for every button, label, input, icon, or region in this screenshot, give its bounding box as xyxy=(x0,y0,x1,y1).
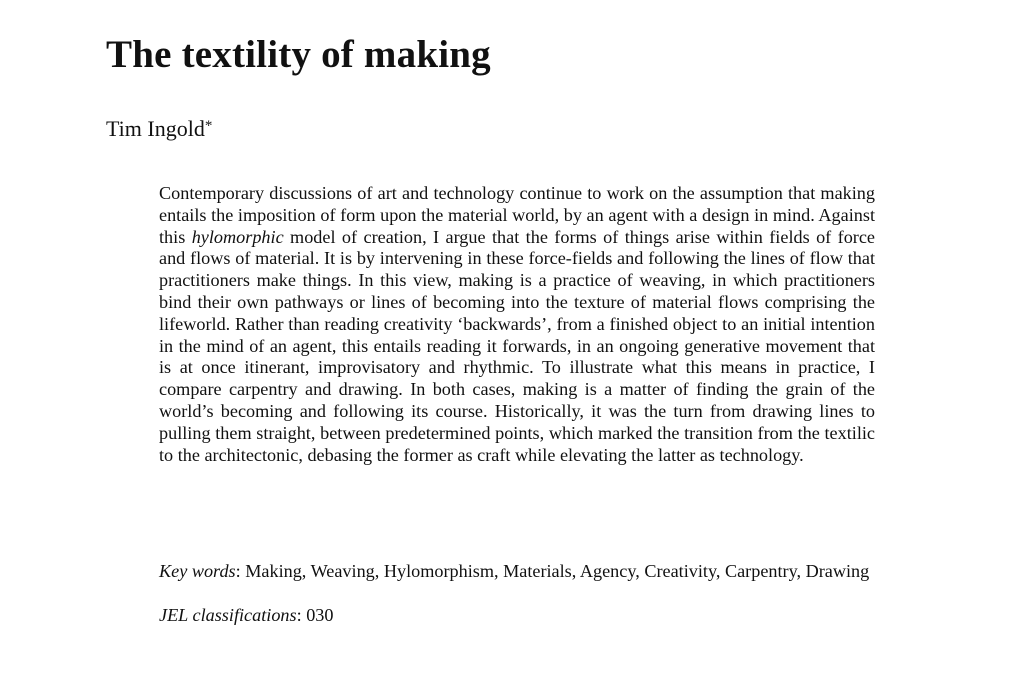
keywords-label: Key words xyxy=(159,561,236,581)
abstract-text-2: model of creation, I argue that the forms of things arise within fields of force and flows of material. It is by intervening in these force-fields and following the lines of flow that practitioners make things. In this view, making is a practice of weaving, in which practitioners bind their own pathways or lines of becoming into the texture of material flows comprising the lifeworld. Rather than reading creativity ‘backwards’, from a finished object to an initial intention in the mind of an agent, this entails reading it forwards, in an ongoing generative movement that is at once itinerant, improvisatory and rhythmic. To illustrate what this means in practice, I compare carpentry and drawing. In both cases, making is a matter of finding the grain of the world’s becoming and following its course. Historically, it was the turn from drawing lines to pulling them straight, between predetermined points, which marked the transition from the textilic to the architectonic, debasing the former as craft while elevating the latter as technology. xyxy=(159,226,875,465)
jel-classifications xyxy=(159,605,333,627)
abstract xyxy=(159,183,875,466)
paper-title: The textility of making xyxy=(106,33,491,76)
keywords-list: : Making, Weaving, Hylomorphism, Materials, Agency, Creativity, Carpentry, Drawing xyxy=(235,561,870,581)
abstract-text-1: Contemporary discussions of art and technology continue to work on the assumption that making entails the imposition of form upon the material world, by an agent with a design in mind. Against this xyxy=(159,183,875,247)
jel-label: JEL classifications xyxy=(159,605,297,625)
keywords xyxy=(159,561,875,583)
abstract-emphasis: hylomorphic xyxy=(191,226,284,247)
author-footnote-mark: * xyxy=(204,118,213,134)
jel-code: : 030 xyxy=(296,605,334,625)
author-name: Tim Ingold xyxy=(106,116,205,141)
author-line xyxy=(106,116,212,142)
